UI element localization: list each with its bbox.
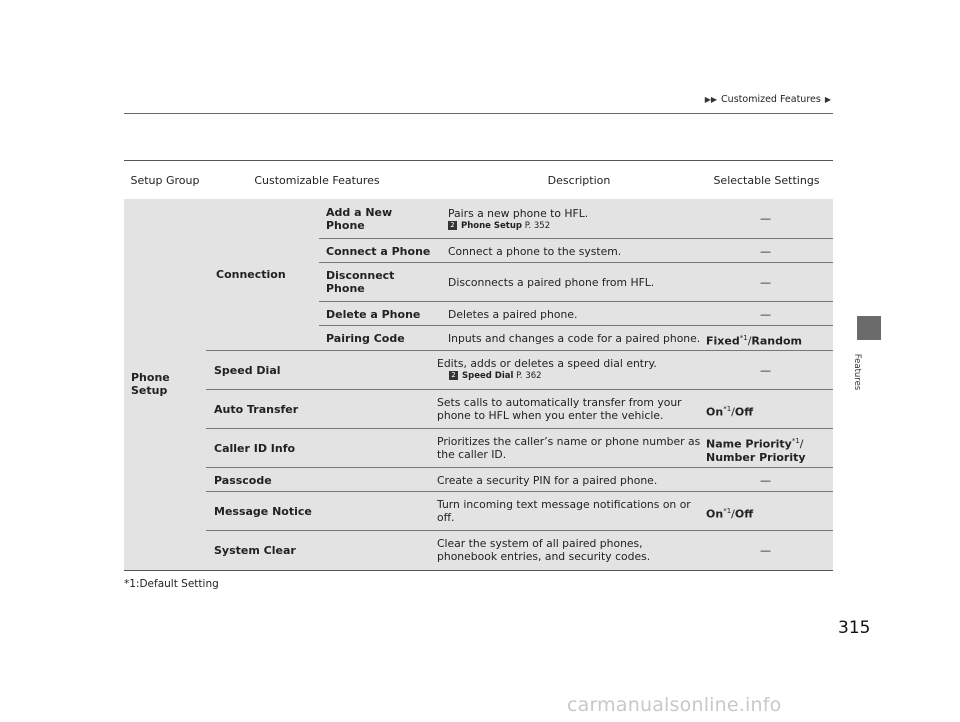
feature-description: Prioritizes the caller’s name or phone number as the caller ID. bbox=[437, 435, 701, 461]
feature-name: Delete a Phone bbox=[326, 308, 421, 321]
feature-name: Passcode bbox=[214, 474, 272, 487]
feature-name: Speed Dial bbox=[214, 364, 281, 377]
table-header bbox=[124, 160, 833, 200]
setting-value: — bbox=[760, 544, 771, 557]
col-header-settings: Selectable Settings bbox=[713, 173, 820, 187]
feature-name: Caller ID Info bbox=[214, 442, 296, 455]
feature-name: Message Notice bbox=[214, 505, 312, 518]
setting-value: Name Priority$^{*1}$/ Number Priority bbox=[706, 437, 806, 464]
setting-value: — bbox=[760, 474, 771, 487]
feature-description: Connect a phone to the system. bbox=[448, 245, 622, 258]
setting-value: — bbox=[760, 245, 771, 258]
feature-description: Turn incoming text message notifications on or off. bbox=[437, 498, 691, 524]
feature-description: Deletes a paired phone. bbox=[448, 308, 578, 321]
feature-description: Edits, adds or deletes a speed dial entry. 2 Speed Dial P. 362 bbox=[437, 357, 657, 381]
footnote: *1:Default Setting bbox=[124, 578, 219, 590]
setting-value: — bbox=[760, 308, 771, 321]
feature-name: Pairing Code bbox=[326, 332, 405, 345]
feature-description: Disconnects a paired phone from HFL. bbox=[448, 276, 655, 289]
setting-value: — bbox=[760, 212, 771, 225]
feature-name: Auto Transfer bbox=[214, 403, 299, 416]
triangle-right-icon: ▶▶ bbox=[704, 95, 718, 104]
feature-description: Pairs a new phone to HFL. 2 Phone Setup P. 352 bbox=[448, 207, 589, 231]
subgroup-label: Connection bbox=[216, 268, 286, 281]
feature-description: Clear the system of all paired phones, phonebook entries, and security codes. bbox=[437, 537, 651, 563]
page-number: 315 bbox=[838, 618, 871, 638]
page-reference-link[interactable]: Phone Setup bbox=[461, 221, 522, 231]
col-header-description: Description bbox=[547, 173, 611, 187]
group-label: Phone Setup bbox=[131, 371, 170, 397]
page-reference-link[interactable]: Speed Dial bbox=[462, 371, 514, 381]
setting-value: On$^{*1}$/Off bbox=[706, 507, 754, 521]
col-header-setup-group: Setup Group bbox=[130, 173, 200, 187]
top-divider bbox=[124, 113, 833, 114]
feature-description: Sets calls to automatically transfer from your phone to HFL when you enter the vehicle. bbox=[437, 396, 682, 422]
setting-value: On$^{*1}$/Off bbox=[706, 405, 754, 419]
section-tab-label: Features bbox=[852, 353, 862, 391]
setting-value: Fixed$^{*1}$/Random bbox=[706, 334, 803, 348]
feature-description: Create a security PIN for a paired phone. bbox=[437, 474, 658, 487]
col-header-features: Customizable Features bbox=[254, 173, 380, 187]
feature-name: System Clear bbox=[214, 544, 296, 557]
breadcrumb bbox=[704, 94, 832, 105]
feature-name: Disconnect Phone bbox=[326, 269, 395, 295]
page-reference-icon: 2 bbox=[448, 221, 457, 230]
watermark: carmanualsonline.info bbox=[567, 694, 782, 716]
setting-value: — bbox=[760, 364, 771, 377]
settings-table bbox=[124, 199, 833, 571]
page-reference-icon: 2 bbox=[449, 371, 458, 380]
section-tab-marker bbox=[857, 316, 881, 340]
feature-name: Connect a Phone bbox=[326, 245, 431, 258]
feature-description: Inputs and changes a code for a paired phone. bbox=[448, 332, 701, 345]
triangle-right-icon: ▶ bbox=[824, 95, 831, 104]
setting-value: — bbox=[760, 276, 771, 289]
breadcrumb-label[interactable]: Customized Features bbox=[721, 94, 821, 105]
feature-name: Add a New Phone bbox=[326, 206, 393, 232]
